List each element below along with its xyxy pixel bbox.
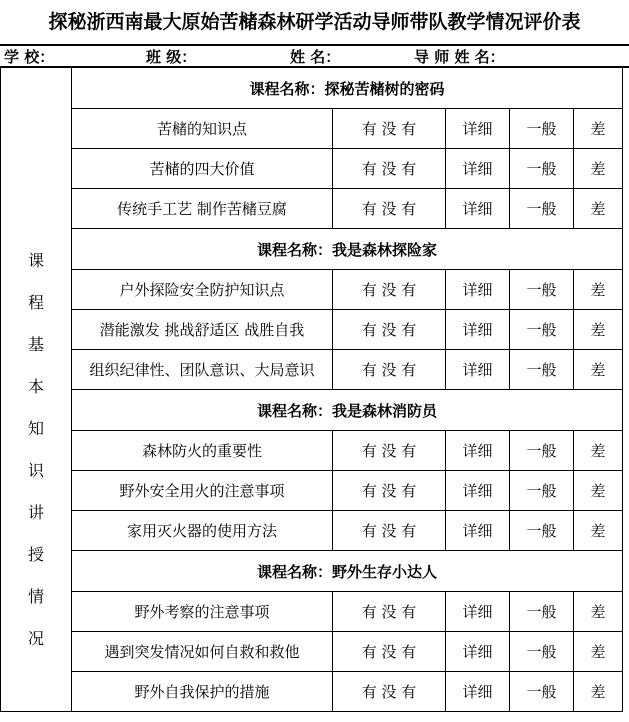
presence-option[interactable]: 有 没 有 (333, 632, 446, 672)
rating-poor[interactable]: 差 (574, 189, 623, 229)
presence-option[interactable]: 有 没 有 (333, 592, 446, 632)
rating-detailed[interactable]: 详细 (446, 471, 510, 511)
rating-detailed[interactable]: 详细 (446, 632, 510, 672)
rating-detailed[interactable]: 详细 (446, 350, 510, 390)
course-item: 遇到突发情况如何自救和救他 (72, 632, 333, 672)
rating-average[interactable]: 一般 (510, 431, 574, 471)
presence-option[interactable]: 有 没 有 (333, 149, 446, 189)
rating-detailed[interactable]: 详细 (446, 511, 510, 551)
rating-poor[interactable]: 差 (574, 632, 623, 672)
course-title: 课程名称：我是森林探险家 (72, 229, 623, 270)
rating-average[interactable]: 一般 (510, 350, 574, 390)
rating-poor[interactable]: 差 (574, 511, 623, 551)
rating-average[interactable]: 一般 (510, 109, 574, 149)
course-title: 课程名称：我是森林消防员 (72, 390, 623, 431)
rating-average[interactable]: 一般 (510, 149, 574, 189)
rating-poor[interactable]: 差 (574, 310, 623, 350)
presence-option[interactable]: 有 没 有 (333, 270, 446, 310)
presence-option[interactable]: 有 没 有 (333, 471, 446, 511)
rating-poor[interactable]: 差 (574, 592, 623, 632)
form-title: 探秘浙西南最大原始苦槠森林研学活动导师带队教学情况评价表 (48, 11, 581, 33)
presence-option[interactable]: 有 没 有 (333, 310, 446, 350)
presence-option[interactable]: 有 没 有 (333, 431, 446, 471)
rating-poor[interactable]: 差 (574, 471, 623, 511)
course-item: 野外自我保护的措施 (72, 672, 333, 712)
course-item: 潜能激发 挑战舒适区 战胜自我 (72, 310, 333, 350)
rating-average[interactable]: 一般 (510, 270, 574, 310)
rating-detailed[interactable]: 详细 (446, 189, 510, 229)
rating-detailed[interactable]: 详细 (446, 109, 510, 149)
course-item: 户外探险安全防护知识点 (72, 270, 333, 310)
info-row (0, 44, 629, 68)
rating-detailed[interactable]: 详细 (446, 672, 510, 712)
rating-average[interactable]: 一般 (510, 632, 574, 672)
rating-detailed[interactable]: 详细 (446, 592, 510, 632)
course-item: 家用灭火器的使用方法 (72, 511, 333, 551)
school-label: 学 校： (4, 48, 55, 66)
rating-average[interactable]: 一般 (510, 471, 574, 511)
rating-poor[interactable]: 差 (574, 149, 623, 189)
rating-detailed[interactable]: 详细 (446, 431, 510, 471)
course-item: 野外安全用火的注意事项 (72, 471, 333, 511)
course-item: 传统手工艺 制作苦槠豆腐 (72, 189, 333, 229)
rating-poor[interactable]: 差 (574, 672, 623, 712)
rating-average[interactable]: 一般 (510, 511, 574, 551)
name-label: 姓 名： (290, 48, 341, 66)
presence-option[interactable]: 有 没 有 (333, 511, 446, 551)
presence-option[interactable]: 有 没 有 (333, 672, 446, 712)
course-item: 组织纪律性、团队意识、大局意识 (72, 350, 333, 390)
rating-average[interactable]: 一般 (510, 592, 574, 632)
side-label-cell (1, 68, 72, 712)
evaluation-table (0, 67, 623, 712)
course-item: 野外考察的注意事项 (72, 592, 333, 632)
class-label: 班 级： (146, 48, 197, 66)
course-item: 森林防火的重要性 (72, 431, 333, 471)
course-item: 苦槠的四大价值 (72, 149, 333, 189)
rating-poor[interactable]: 差 (574, 431, 623, 471)
rating-detailed[interactable]: 详细 (446, 149, 510, 189)
course-title: 课程名称：野外生存小达人 (72, 551, 623, 592)
side-label: 课程基本知识讲授情况 (27, 250, 44, 648)
tutor-name-label: 导 师 姓 名： (414, 48, 505, 66)
rating-average[interactable]: 一般 (510, 189, 574, 229)
rating-poor[interactable]: 差 (574, 270, 623, 310)
rating-poor[interactable]: 差 (574, 109, 623, 149)
rating-detailed[interactable]: 详细 (446, 270, 510, 310)
course-title: 课程名称：探秘苦槠树的密码 (72, 68, 623, 109)
rating-detailed[interactable]: 详细 (446, 310, 510, 350)
course-item: 苦槠的知识点 (72, 109, 333, 149)
rating-average[interactable]: 一般 (510, 310, 574, 350)
rating-average[interactable]: 一般 (510, 672, 574, 712)
rating-poor[interactable]: 差 (574, 350, 623, 390)
presence-option[interactable]: 有 没 有 (333, 350, 446, 390)
presence-option[interactable]: 有 没 有 (333, 189, 446, 229)
presence-option[interactable]: 有 没 有 (333, 109, 446, 149)
